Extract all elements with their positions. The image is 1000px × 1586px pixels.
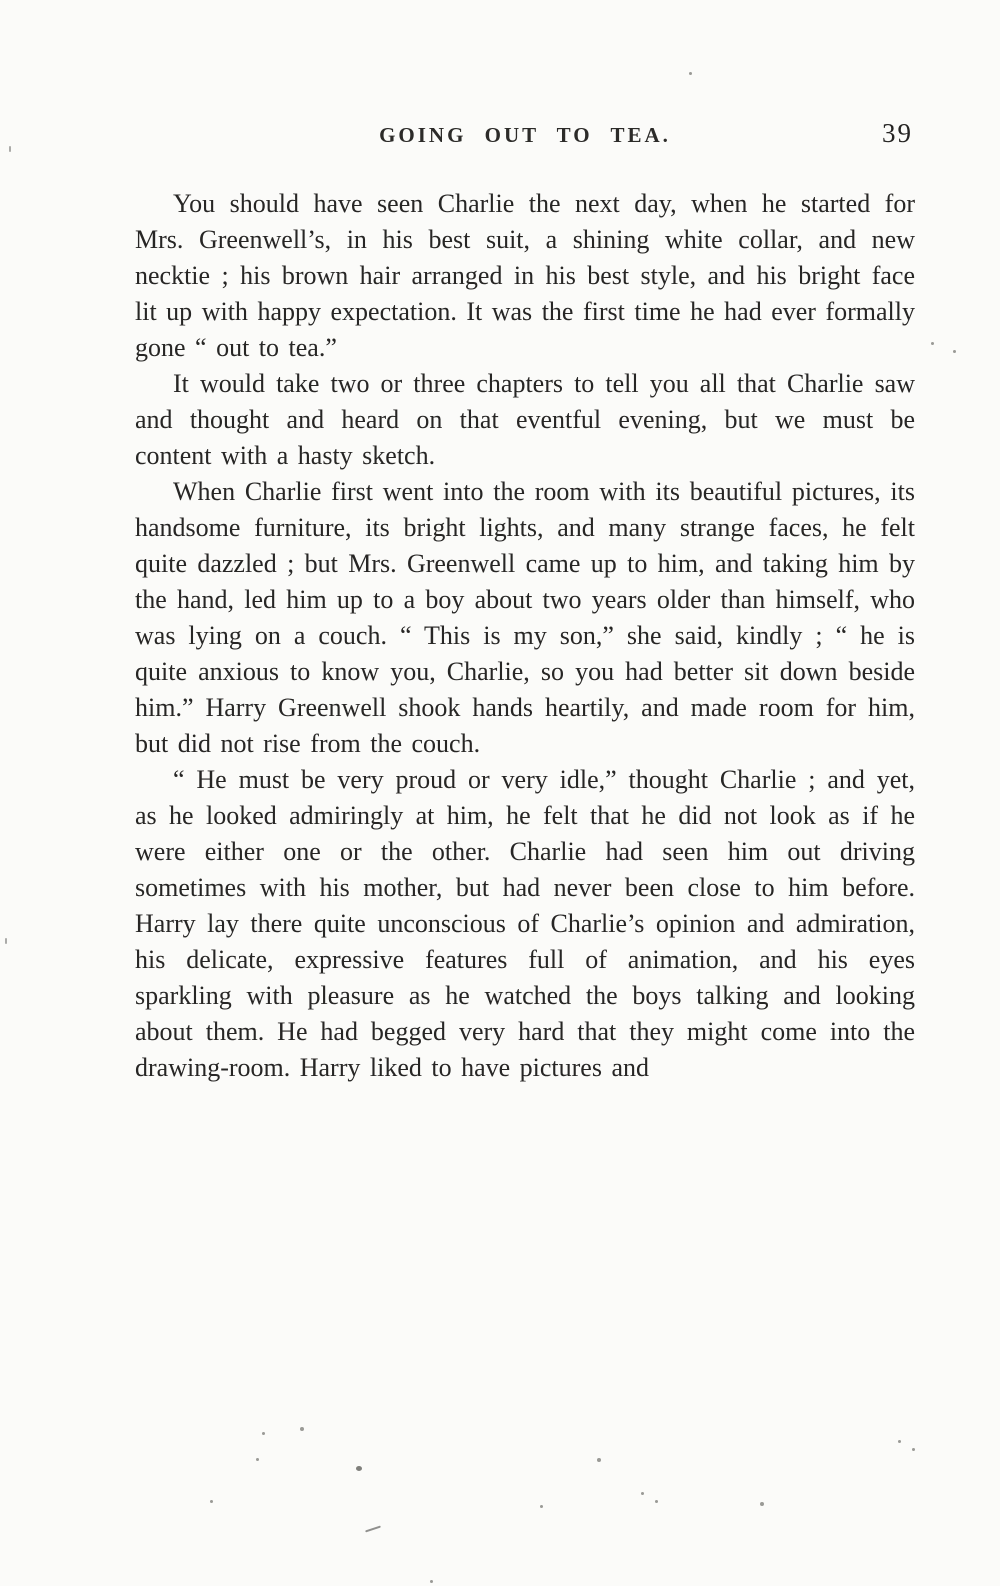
scan-speck [210,1500,213,1503]
page-body [135,186,915,1086]
scan-speck [262,1432,265,1435]
scan-speck [953,350,956,353]
paragraph: “ He must be very proud or very idle,” thought Charlie ; and yet, as he looked admiringly at him, he felt that he did not look as if he were either one or the other. Charlie had seen him out driving sometimes with his mother, but had never been close to him before. Harry lay there quite unconscious of Charlie’s opinion and admiration, his delicate, expressive features full of animation, and his eyes sparkling with pleasure as he watched the boys talking and looking about them. He had begged very hard that they might come into the drawing-room. Harry liked to have pictures and [135,765,915,1082]
scan-speck [597,1458,601,1462]
scan-speck [5,938,7,944]
scan-speck [655,1500,658,1503]
scan-speck [356,1466,362,1471]
scan-speck [898,1440,901,1443]
paragraph: When Charlie first went into the room with its beautiful pictures, its handsome furniture, its bright lights, and many strange faces, he felt quite dazzled ; but Mrs. Greenwell came up to him, and taking him by the hand, led him up to a boy about two years older than himself, who was lying on a couch. “ This is my son,” she said, kindly ; “ he is quite anxious to know you, Charlie, so you had better sit down beside him.” Harry Greenwell shook hands heartily, and made room for him, but did not rise from the couch. [135,477,915,758]
scan-speck [912,1448,915,1451]
scan-speck [9,146,11,152]
scan-speck [256,1458,259,1461]
page-header [135,120,915,154]
scan-speck [300,1427,304,1431]
page-number: 39 [882,118,913,148]
running-head-title: GOING OUT TO TEA. [379,123,671,147]
scan-speck [365,1526,381,1533]
scan-speck [540,1505,543,1508]
paragraph: You should have seen Charlie the next day, when he started for Mrs. Greenwell’s, in his best suit, a shining white collar, and new necktie ; his brown hair arranged in his best style, and his bright face lit up with happy expectation. It was the first time he had ever formally gone “ out to tea.” [135,189,915,362]
scan-speck [689,72,692,75]
scan-speck [430,1580,433,1583]
scan-speck [931,342,934,345]
paragraph: It would take two or three chapters to tell you all that Charlie saw and thought and heard on that eventful evening, but we must be content with a hasty sketch. [135,369,915,470]
scan-speck [641,1492,644,1495]
scan-speck [760,1502,764,1506]
